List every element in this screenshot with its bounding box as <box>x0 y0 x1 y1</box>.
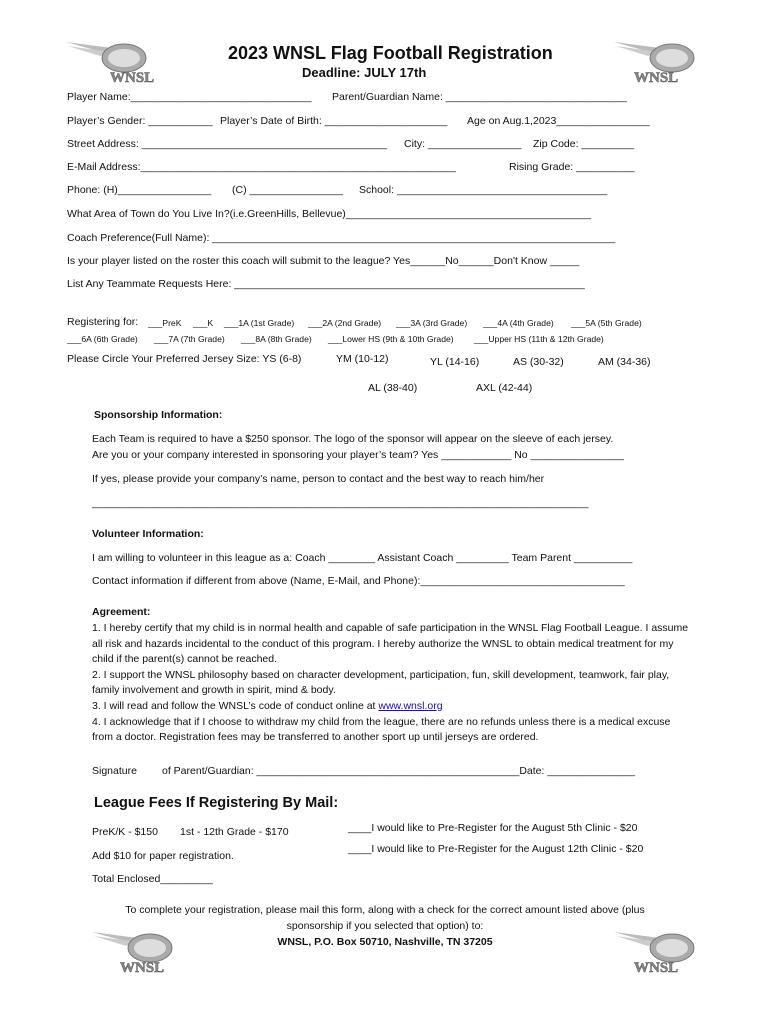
jersey-label: Please Circle Your Preferred Jersey Size: YS (6-8) <box>67 353 302 365</box>
jersey-am[interactable]: AM (34-36) <box>598 356 651 368</box>
option-1a[interactable]: ___1A (1st Grade) <box>224 318 295 328</box>
fee-paper: Add $10 for paper registration. <box>92 850 234 862</box>
roster-question[interactable]: Is your player listed on the roster this coach will submit to the league? Yes______No______Don't Know _____ <box>67 255 580 267</box>
sponsorship-heading: Sponsorship Information: <box>94 409 223 421</box>
fee-prek: PreK/K - $150 <box>92 826 158 838</box>
option-2a[interactable]: ___2A (2nd Grade) <box>308 318 382 328</box>
jersey-axl[interactable]: AXL (42-44) <box>476 382 533 394</box>
logo-text: WNSL <box>634 960 679 976</box>
mail-instructions-2: sponsorship if you selected that option) to: <box>286 920 484 932</box>
agreement-item-4: 4. I acknowledge that if I choose to withdraw my child from the league, there are no refunds unless there is a medical excuse from a doctor. Registration fees may be transferred to another sport up until jerseys are ordered. <box>92 715 671 744</box>
option-6a[interactable]: ___6A (6th Grade) <box>67 334 138 344</box>
age-field[interactable]: Age on Aug.1,2023________________ <box>467 115 650 127</box>
city-field[interactable]: City: ________________ <box>404 138 522 150</box>
gender-field[interactable]: Player’s Gender: ___________ <box>67 115 213 127</box>
parent-name-field[interactable]: Parent/Guardian Name: _______________________________ <box>332 91 627 103</box>
coach-preference-field[interactable]: Coach Preference(Full Name): _____________________________________________________________________ <box>67 232 616 244</box>
fees-heading: League Fees If Registering By Mail: <box>94 795 339 811</box>
agreement-item-1: 1. I hereby certify that my child is in normal health and capable of safe participation in the WNSL Flag Football League. I assume all risk and hazards incidental to the conduct of this program. I hereby authorize the WNSL to obtain medical treatment for my child if the parent(s) cannot be reached. <box>92 622 689 666</box>
jersey-yl[interactable]: YL (14-16) <box>430 356 480 368</box>
email-field[interactable]: E-Mail Address:______________________________________________________ <box>67 161 456 173</box>
clinic-aug-5[interactable]: ____I would like to Pre-Register for the August 5th Clinic - $20 <box>348 822 638 834</box>
teammate-requests-field[interactable]: List Any Teammate Requests Here: ____________________________________________________________ <box>67 278 585 290</box>
area-field[interactable]: What Area of Town do You Live In?(i.e.GreenHills, Bellevue)__________________________________________ <box>67 208 592 220</box>
grade-field[interactable]: Rising Grade: __________ <box>509 161 635 173</box>
sponsorship-text-1: Each Team is required to have a $250 sponsor. The logo of the sponsor will appear on the sleeve of each jersey. <box>92 433 614 445</box>
option-k[interactable]: ___K <box>193 318 214 328</box>
mail-address: WNSL, P.O. Box 50710, Nashville, TN 37205 <box>277 936 493 948</box>
sponsorship-line[interactable]: _____________________________________________________________________________________ <box>92 497 589 509</box>
dob-field[interactable]: Player’s Date of Birth: _____________________ <box>220 115 448 127</box>
phone-cell-field[interactable]: (C) ________________ <box>232 184 343 196</box>
clinic-aug-12[interactable]: ____I would like to Pre-Register for the August 12th Clinic - $20 <box>348 843 644 855</box>
logo-text: WNSL <box>110 70 154 86</box>
sponsorship-question[interactable]: Are you or your company interested in sponsoring your player’s team? Yes ____________ No ________________ <box>92 449 624 461</box>
signature-line[interactable]: of Parent/Guardian: _____________________________________________Date: _______________ <box>162 765 635 777</box>
wnsl-logo-top-left <box>64 38 154 88</box>
sponsorship-text-2: If yes, please provide your company’s name, person to contact and the best way to reach him/her <box>92 473 545 485</box>
phone-home-field[interactable]: Phone: (H)________________ <box>67 184 212 196</box>
school-field[interactable]: School: ____________________________________ <box>359 184 608 196</box>
player-name-field[interactable]: Player Name:_______________________________ <box>67 91 312 103</box>
zip-field[interactable]: Zip Code: _________ <box>533 138 634 150</box>
option-upper-hs[interactable]: ___Upper HS (11th & 12th Grade) <box>474 334 604 344</box>
agreement-item-3 <box>92 699 692 715</box>
deadline: Deadline: JULY 17th <box>302 65 427 80</box>
volunteer-heading: Volunteer Information: <box>92 528 204 540</box>
volunteer-contact[interactable]: Contact information if different from above (Name, E-Mail, and Phone):___________________________________ <box>92 575 625 587</box>
agreement-item-3-text: 3. I will read and follow the WNSL’s code of conduct online at <box>92 699 379 712</box>
option-5a[interactable]: ___5A (5th Grade) <box>571 318 642 328</box>
option-3a[interactable]: ___3A (3rd Grade) <box>396 318 468 328</box>
option-7a[interactable]: ___7A (7th Grade) <box>154 334 225 344</box>
fee-grades: 1st - 12th Grade - $170 <box>180 826 289 838</box>
jersey-al[interactable]: AL (38-40) <box>368 382 418 394</box>
page-title: 2023 WNSL Flag Football Registration <box>228 43 553 63</box>
jersey-ym[interactable]: YM (10-12) <box>336 353 389 365</box>
wnsl-logo-top-right <box>612 38 702 88</box>
volunteer-roles[interactable]: I am willing to volunteer in this league as a: Coach ________ Assistant Coach _________ Team Parent __________ <box>92 552 633 564</box>
signature-label: Signature <box>92 765 137 777</box>
agreement-body <box>92 621 692 746</box>
jersey-as[interactable]: AS (30-32) <box>513 356 564 368</box>
logo-text: WNSL <box>120 960 165 976</box>
option-8a[interactable]: ___8A (8th Grade) <box>241 334 312 344</box>
option-4a[interactable]: ___4A (4th Grade) <box>483 318 554 328</box>
agreement-item-2: 2. I support the WNSL philosophy based on character development, participation, fun, skill development, teamwork, fair play, family involvement and growth in spirit, mind & body. <box>92 668 670 697</box>
registering-label: Registering for: <box>67 316 139 328</box>
total-enclosed[interactable]: Total Enclosed_________ <box>92 873 213 885</box>
logo-text: WNSL <box>634 70 679 86</box>
option-lower-hs[interactable]: ___Lower HS (9th & 10th Grade) <box>328 334 454 344</box>
street-field[interactable]: Street Address: __________________________________________ <box>67 138 387 150</box>
option-prek[interactable]: ___PreK <box>148 318 182 328</box>
wnsl-website-link[interactable]: www.wnsl.org <box>378 699 443 712</box>
agreement-heading: Agreement: <box>92 606 151 618</box>
mail-instructions: To complete your registration, please mail this form, along with a check for the correct amount listed above (plus <box>125 904 645 916</box>
